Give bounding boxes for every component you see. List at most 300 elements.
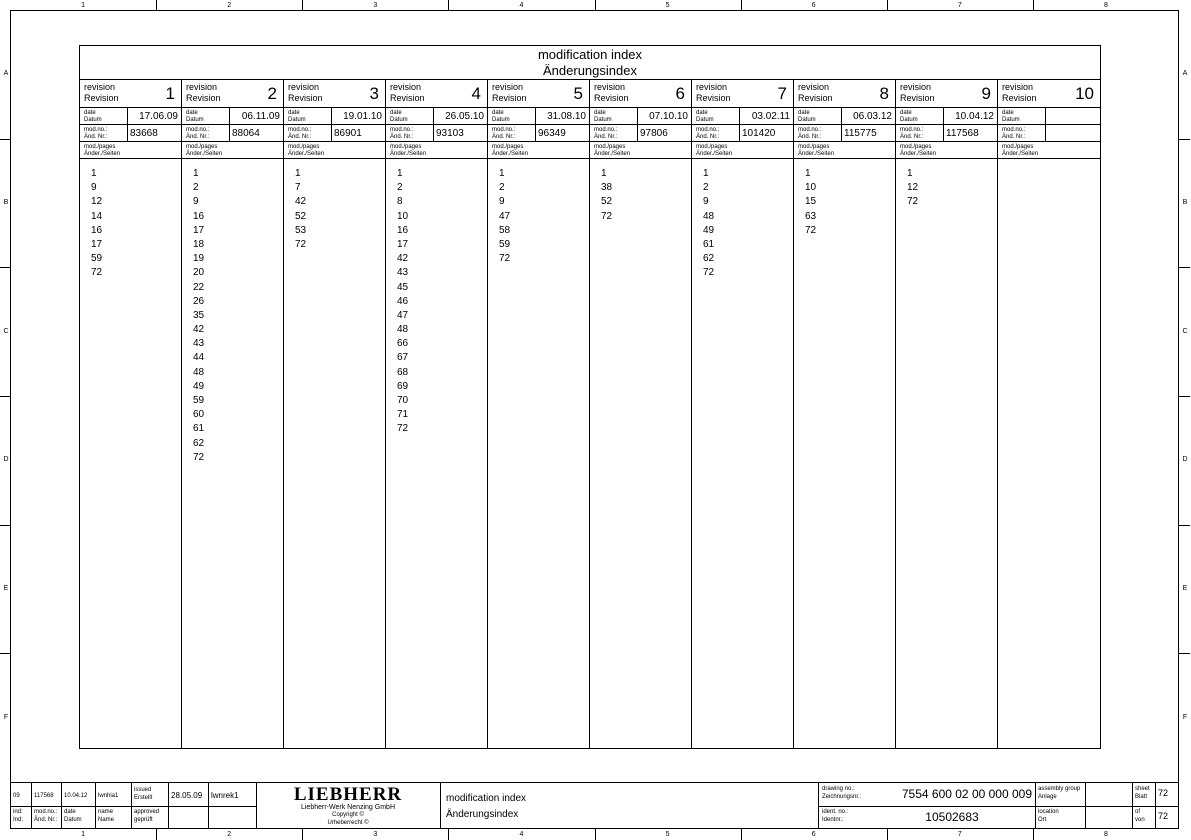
revision-number: 7 [777,84,787,103]
revision-label-en: revision [186,82,218,92]
date-label-de: Datum [594,117,612,123]
grid-row-letter: D [1182,456,1188,464]
tb-sheet-en: sheet [1135,786,1150,792]
pages-label-en: mod./pages [900,144,932,150]
modified-page: 59 [193,395,205,406]
grid-tick [0,525,11,526]
revision-label-en: revision [900,82,932,92]
date-row [896,108,997,125]
date-label-de: Datum [696,117,714,123]
grid-column-number: 2 [227,831,232,838]
tb-of-de: von [1135,817,1145,823]
modified-pages-list [193,167,204,465]
modified-page: 53 [295,224,307,236]
grid-tick [741,829,742,840]
modified-page: 14 [91,210,103,222]
grid-row-letter: B [3,199,9,206]
revision-header [284,80,385,108]
modno-label-de: Änd. Nr.: [798,134,822,140]
modified-pages-list [703,167,714,281]
modified-page: 17 [397,238,409,250]
modified-page: 61 [703,238,715,250]
revision-column [80,80,182,749]
revision-number: 3 [369,84,379,103]
modified-page: 26 [193,295,205,307]
modified-page: 44 [193,352,205,364]
grid-row-letter: C [1182,327,1188,335]
revision-label-de: Revision [84,93,119,103]
tb-issued-name: lwnrek1 [211,791,239,800]
modno-label-en: mod.no.: [798,127,822,133]
tb-ident-en: ident. no.: [822,809,849,815]
date-row [692,108,793,125]
pages-label-en: mod./pages [288,144,320,150]
modno-row [182,125,283,142]
modified-page: 61 [193,423,205,435]
date-row [284,108,385,125]
modified-page: 47 [397,309,409,321]
tb-name-de: Name [98,817,115,823]
date-label-de: Datum [798,117,816,123]
grid-row-letter: A [1182,70,1188,78]
modno-label-en: mod.no.: [594,127,618,133]
tb-copyright-de: Urheberrecht © [327,820,369,826]
grid-tick [0,267,11,268]
revision-number: 2 [267,84,277,103]
modified-page: 60 [193,409,205,421]
revision-modno: 93103 [436,128,464,139]
modified-page: 9 [703,196,709,208]
revision-header [794,80,895,108]
revision-label-de: Revision [798,93,833,103]
tb-modno-en: mod.no.: [34,809,58,815]
grid-column-number: 8 [1103,2,1108,9]
modified-page: 59 [499,238,511,250]
tb-sheet-value: 72 [1158,788,1169,798]
revision-number: 1 [165,84,175,103]
date-label-en: date [390,110,402,116]
date-label-en: date [798,110,810,116]
grid-row-letter: E [1182,585,1188,592]
revision-modno: 88064 [232,128,260,139]
revision-header [998,80,1100,108]
revision-header [692,80,793,108]
modno-label-de: Änd. Nr.: [1002,134,1026,140]
revision-column [590,80,692,749]
modified-page: 7 [295,182,301,194]
modified-page: 72 [295,238,307,250]
modified-page: 2 [193,182,199,194]
grid-column-number: 7 [957,831,962,838]
tb-issued-de: Erstellt [134,795,153,801]
modified-page: 72 [805,224,817,236]
revision-label-de: Revision [696,93,731,103]
date-label-en: date [288,110,300,116]
modification-table [79,45,1101,749]
modified-page: 10 [397,210,409,222]
revision-number: 5 [573,84,583,103]
revision-number: 8 [879,84,889,103]
pages-label-de: Änder./Seiten [492,151,529,157]
tb-date-value: 10.04.12 [64,793,88,799]
revision-header [182,80,283,108]
pages-label-en: mod./pages [798,144,830,150]
modno-row [284,125,385,142]
grid-tick [1179,396,1190,397]
tb-name-value: lwnhia1 [98,793,119,799]
modified-page: 66 [397,338,409,350]
date-label-en: date [1002,110,1014,116]
modified-page: 68 [397,366,409,378]
revision-label-en: revision [84,82,116,92]
pages-label-de: Änder./Seiten [390,151,427,157]
tb-assembly-en: assembly group [1038,786,1081,792]
tb-approved-en: approved [134,809,160,815]
revision-column [692,80,794,749]
modified-page: 1 [193,168,199,179]
date-label-en: date [84,110,96,116]
tb-of-value: 72 [1158,811,1169,821]
modified-page: 1 [601,168,607,179]
modified-page: 17 [91,238,103,250]
pages-label-de: Änder./Seiten [1002,151,1039,157]
pages-label-de: Änder./Seiten [84,151,121,157]
grid-row-letter: A [3,70,9,78]
tb-ind-value: 09 [13,793,20,799]
modified-page: 10 [805,182,817,194]
revision-date: 06.11.09 [241,111,280,122]
tb-date-de: Datum [64,817,82,823]
tb-date-en: date [64,809,76,815]
revision-modno: 117568 [946,128,979,139]
grid-tick [156,0,157,11]
modified-page: 1 [397,168,403,179]
modno-label-en: mod.no.: [288,127,312,133]
modified-pages-list [805,167,816,238]
revision-number: 9 [981,84,991,103]
date-row [182,108,283,125]
grid-tick [448,0,449,11]
revision-date: 26.05.10 [445,111,484,122]
modified-page: 22 [193,281,205,293]
modno-label-de: Änd. Nr.: [900,134,924,140]
modified-page: 52 [295,210,307,222]
revision-label-en: revision [492,82,524,92]
modified-page: 20 [193,267,205,279]
revision-header [488,80,589,108]
modified-page: 69 [397,380,409,392]
liebherr-logo: LIEBHERR [293,784,403,805]
modified-page: 8 [397,196,403,208]
date-row [590,108,691,125]
modno-label-de: Änd. Nr.: [594,134,618,140]
grid-tick [887,829,888,840]
revision-label-en: revision [594,82,626,92]
revision-modno: 83668 [130,128,158,139]
modno-label-en: mod.no.: [186,127,210,133]
grid-column-number: 8 [1103,831,1108,838]
date-label-en: date [594,110,606,116]
modno-label-en: mod.no.: [696,127,720,133]
tb-sheet-de: Blatt [1135,794,1148,800]
modified-page: 49 [703,224,715,236]
pages-label-en: mod./pages [186,144,218,150]
revision-label-de: Revision [288,93,323,103]
pages-label-de: Änder./Seiten [594,151,631,157]
grid-tick [1179,139,1190,140]
modified-page: 2 [703,182,709,194]
modified-page: 17 [193,224,205,236]
modified-page: 19 [193,253,205,265]
table-title-de: Änderungsindex [543,63,637,78]
grid-tick [302,829,303,840]
modified-page: 2 [499,182,505,194]
modified-pages-list [295,167,306,252]
revision-date: 03.02.11 [751,111,790,122]
modified-pages-list [601,167,612,224]
modified-page: 1 [703,168,709,179]
grid-tick [887,0,888,11]
revision-label-de: Revision [492,93,527,103]
modified-page: 62 [193,437,205,449]
modified-page: 72 [703,267,715,279]
grid-column-number: 5 [665,831,670,838]
revision-date: 31.08.10 [547,111,586,122]
tb-issued-en: issued [134,787,152,793]
grid-tick [1179,267,1190,268]
modno-label-en: mod.no.: [900,127,924,133]
date-label-de: Datum [390,117,408,123]
modified-page: 49 [193,380,205,392]
modno-label-de: Änd. Nr.: [288,134,312,140]
revision-column [998,80,1100,749]
modno-row [794,125,895,142]
modified-page: 18 [193,238,205,250]
grid-tick [1179,525,1190,526]
revision-modno: 97806 [640,128,668,139]
revision-label-en: revision [390,82,422,92]
grid-column-number: 3 [373,831,378,838]
tb-assembly-de: Anlage [1038,794,1057,800]
revision-number: 10 [1075,84,1094,103]
revision-date: 06.03.12 [853,111,892,122]
grid-column-number: 1 [81,831,86,838]
tb-modno-de: Änd. Nr.: [34,817,58,823]
revision-label-de: Revision [900,93,935,103]
modno-label-de: Änd. Nr.: [696,134,720,140]
pages-label-row [488,142,589,159]
modified-page: 1 [805,168,811,179]
revision-header [896,80,997,108]
modno-row [488,125,589,142]
date-label-de: Datum [186,117,204,123]
revision-header [590,80,691,108]
grid-row-letter: F [1182,713,1188,721]
table-title-en: modification index [537,47,643,62]
tb-modno-value: 117568 [34,793,54,799]
modified-pages-list [397,167,408,437]
tb-company: Liebherr-Werk Nenzing GmbH [300,804,395,811]
revision-date: 19.01.10 [343,111,382,122]
title-block [10,782,1179,829]
revision-header [386,80,487,108]
modified-page: 48 [397,324,409,336]
pages-label-de: Änder./Seiten [798,151,835,157]
grid-row-letter: E [3,585,9,592]
grid-row-letter: B [1182,199,1188,206]
modified-page: 70 [397,395,409,406]
tb-location-de: Ort [1038,817,1047,823]
modified-page: 1 [499,168,505,179]
grid-tick [1179,653,1190,654]
modified-page: 48 [193,366,205,378]
date-label-en: date [900,110,912,116]
pages-label-row [386,142,487,159]
date-row [386,108,487,125]
grid-column-number: 1 [81,2,86,9]
tb-ind-en: ind: [13,809,23,815]
date-label-de: Datum [288,117,306,123]
pages-label-row [590,142,691,159]
tb-name-en: name [98,809,114,815]
pages-label-en: mod./pages [594,144,626,150]
tb-ind-de: Ind: [13,817,24,823]
grid-tick [448,829,449,840]
pages-label-en: mod./pages [390,144,422,150]
tb-drawing-no: 7554 600 02 00 000 009 [901,787,1032,801]
modified-page: 9 [193,196,199,208]
date-label-de: Datum [84,117,102,123]
modno-row [998,125,1100,142]
date-row [794,108,895,125]
date-label-en: date [186,110,198,116]
pages-label-de: Änder./Seiten [288,151,325,157]
revision-column [182,80,284,749]
grid-tick [302,0,303,11]
modified-page: 46 [397,295,409,307]
grid-tick [1033,0,1034,11]
revision-date: 10.04.12 [955,111,994,122]
revision-number: 6 [675,84,685,103]
modified-page: 1 [295,168,301,179]
tb-location-en: location [1038,809,1059,815]
revision-label-de: Revision [594,93,629,103]
revision-header [80,80,181,108]
modified-page: 72 [907,196,919,208]
revision-label-en: revision [696,82,728,92]
modified-pages-list [499,167,510,266]
modified-page: 16 [397,224,409,236]
date-row [80,108,181,125]
modified-page: 72 [91,267,103,279]
revision-number: 4 [471,84,481,103]
modno-label-de: Änd. Nr.: [84,134,108,140]
tb-approved-de: geprüft [134,817,153,823]
modified-page: 63 [805,210,817,222]
modified-page: 72 [601,210,613,222]
revision-column [896,80,998,749]
grid-column-number: 4 [519,2,524,9]
date-label-de: Datum [900,117,918,123]
grid-row-letter: C [3,327,9,335]
modified-pages-list [907,167,918,210]
tb-doc-title-de: Änderungsindex [446,809,519,820]
modified-page: 42 [193,324,205,336]
grid-row-letter: F [3,713,9,721]
revision-modno: 115775 [844,128,877,139]
grid-tick [741,0,742,11]
modno-row [896,125,997,142]
modno-label-en: mod.no.: [1002,127,1026,133]
grid-tick [595,0,596,11]
grid-tick [0,396,11,397]
tb-doc-title-en: modification index [446,793,527,804]
modified-pages-list [91,167,102,281]
grid-row-letter: D [3,456,9,464]
pages-label-en: mod./pages [492,144,524,150]
modno-row [590,125,691,142]
pages-label-de: Änder./Seiten [186,151,223,157]
modified-page: 45 [397,281,409,293]
date-row [998,108,1100,125]
revision-column [794,80,896,749]
grid-column-number: 7 [957,2,962,9]
revision-label-de: Revision [1002,93,1037,103]
modified-page: 1 [91,168,97,179]
pages-label-row [998,142,1100,159]
pages-label-row [80,142,181,159]
modno-row [692,125,793,142]
revision-label-de: Revision [186,93,221,103]
revision-date: 07.10.10 [649,111,688,122]
revision-label-de: Revision [390,93,425,103]
revision-column [386,80,488,749]
modno-label-de: Änd. Nr.: [390,134,414,140]
tb-of-en: of [1135,809,1141,815]
tb-ident-no: 10502683 [925,810,979,824]
grid-tick [1033,829,1034,840]
modified-page: 48 [703,210,715,222]
grid-tick [0,653,11,654]
modno-label-de: Änd. Nr.: [492,134,516,140]
date-label-de: Datum [1002,117,1020,123]
modified-page: 43 [397,267,409,279]
revision-date: 17.06.09 [139,111,178,122]
tb-drawing-en: drawing no.: [822,786,855,792]
grid-column-number: 2 [227,2,232,9]
modno-label-en: mod.no.: [492,127,516,133]
modified-page: 67 [397,352,409,364]
revision-modno: 101420 [742,128,776,139]
modified-page: 52 [601,196,613,208]
pages-label-de: Änder./Seiten [696,151,733,157]
pages-label-row [182,142,283,159]
modified-page: 2 [397,182,403,194]
modified-page: 16 [91,224,103,236]
revision-label-en: revision [798,82,830,92]
grid-column-number: 6 [811,831,816,838]
modno-row [80,125,181,142]
modified-page: 9 [499,196,505,208]
pages-label-en: mod./pages [84,144,116,150]
modified-page: 9 [91,182,97,194]
modified-page: 35 [193,309,205,321]
pages-label-row [794,142,895,159]
modified-page: 42 [295,196,307,208]
grid-column-number: 4 [519,831,524,838]
date-label-en: date [492,110,504,116]
modno-label-de: Änd. Nr.: [186,134,210,140]
